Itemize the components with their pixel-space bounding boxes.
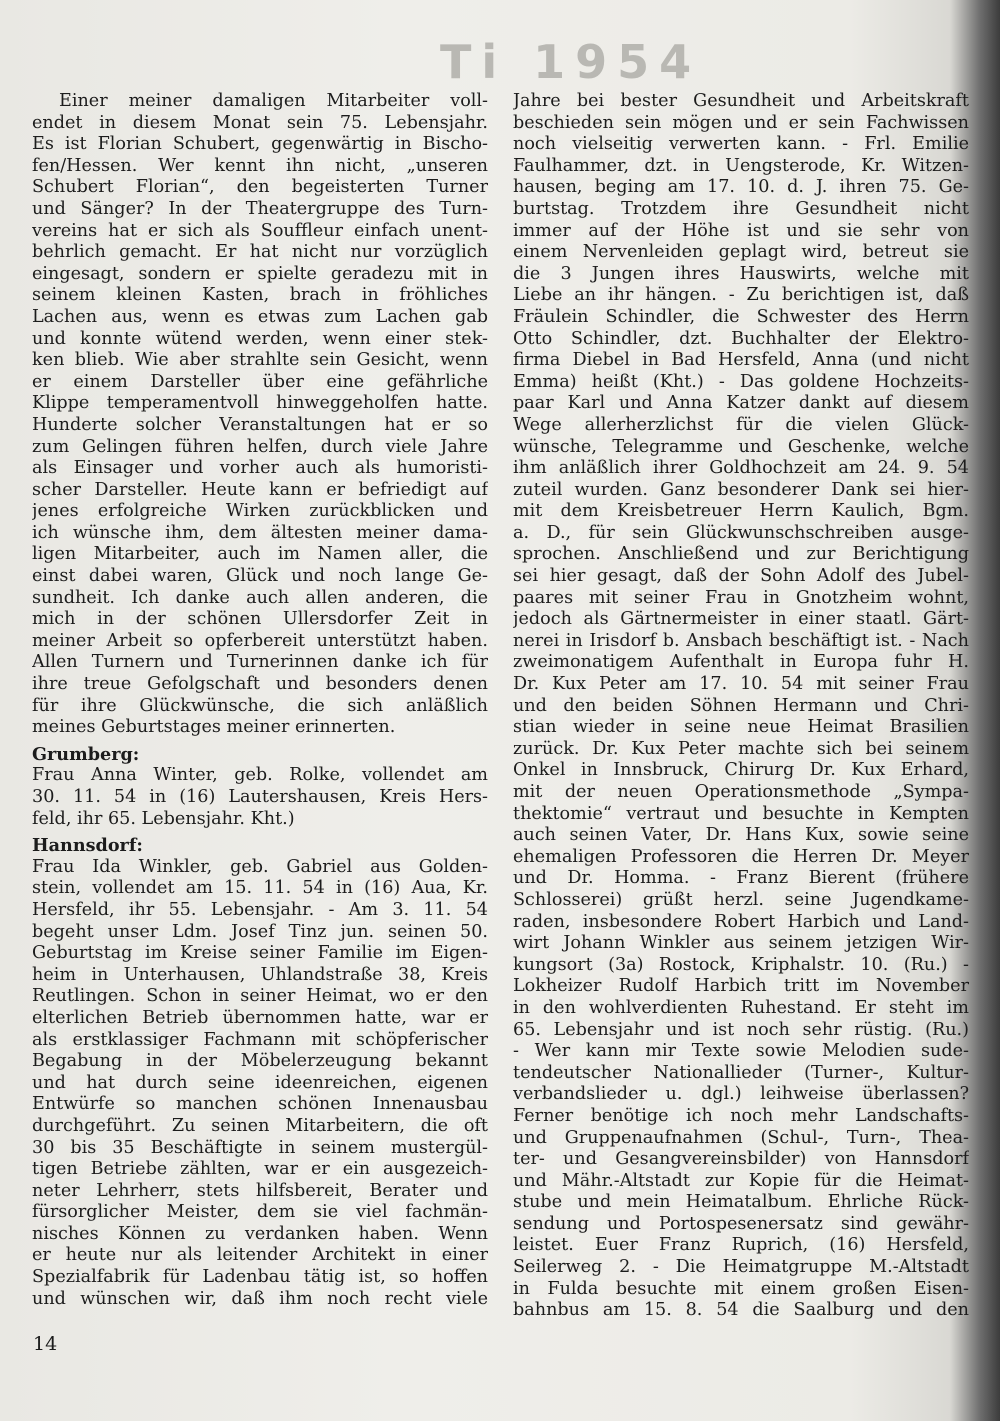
text-line: raden, insbesondere Robert Harbich und Land-: [513, 911, 969, 932]
text-line: zweimonatigem Aufenthalt in Europa fuhr H.: [513, 652, 969, 673]
section-heading: Grumberg:: [32, 743, 140, 765]
text-line: jedoch als Gärtnermeister in einer staatl. Gärt-: [513, 609, 969, 630]
text-line: auch seinen Vater, Dr. Hans Kux, sowie seine: [513, 825, 969, 846]
text-line: Seilerweg 2. - Die Heimatgruppe M.-Altstadt: [513, 1257, 969, 1278]
text-line: wünsche, Telegramme und Geschenke, welche: [513, 436, 969, 457]
text-line: 30. 11. 54 in (16) Lautershausen, Kreis Hers-: [32, 787, 488, 807]
text-line: Schubert Florian“, den begeisterten Turner: [32, 177, 488, 198]
text-line: Wege allerherzlichst für die vielen Glück-: [513, 414, 969, 435]
section-heading: Hannsdorf:: [32, 835, 143, 857]
text-line: einst dabei waren, Glück und noch lange Ge-: [32, 566, 488, 587]
text-line: a. D., für sein Glückwunschschreiben ausge-: [513, 522, 969, 543]
text-line: sei hier gesagt, daß der Sohn Adolf des Jubel-: [513, 566, 969, 587]
text-line: durchgeführt. Zu seinen Mitarbeitern, die oft: [32, 1115, 488, 1136]
text-line: feld, ihr 65. Lebensjahr. Kht.): [32, 808, 295, 829]
text-line: und Gruppenaufnahmen (Schul-, Turn-, Thea-: [513, 1127, 969, 1148]
text-line: vereins hat er sich als Souffleur einfach unent-: [32, 220, 488, 241]
text-line: Frau Anna Winter, geb. Rolke, vollendet am: [32, 765, 488, 786]
text-line: sundheit. Ich danke auch allen anderen, die: [32, 587, 488, 608]
text-line: stian wieder in seine neue Heimat Brasilien: [513, 717, 969, 738]
text-line: paares mit seiner Frau in Gnotzheim wohnt,: [513, 587, 969, 608]
text-line: meines Geburtstages meiner erinnerten.: [32, 717, 396, 738]
archive-stamp: Ti 1954: [440, 35, 702, 89]
text-line: als Einsager und vorher auch als humoristi-: [32, 458, 488, 479]
text-line: Hersfeld, ihr 55. Lebensjahr. - Am 3. 11. 54: [32, 899, 488, 920]
text-line: nisches Können zu verdanken haben. Wenn: [32, 1223, 488, 1244]
text-line: wirt Johann Winkler aus seinem jetzigen Wir-: [513, 933, 969, 954]
text-line: ken blieb. Wie aber strahlte sein Gesicht, wenn: [32, 350, 488, 371]
text-line: Frau Ida Winkler, geb. Gabriel aus Golden-: [32, 856, 488, 877]
text-line: und konnte wütend werden, wenn einer stek-: [32, 328, 488, 349]
text-line: beschieden sein mögen und er sein Fachwissen: [513, 112, 969, 133]
right-column: [513, 91, 969, 1322]
left-column: [32, 91, 488, 1310]
text-line: ihm anläßlich ihrer Goldhochzeit am 24. 9. 54: [513, 458, 969, 479]
text-line: einem Nervenleiden geplagt wird, betreut sie: [513, 242, 969, 263]
text-line: und Sänger? In der Theatergruppe des Turn-: [32, 198, 488, 219]
text-line: sendung und Portospesenersatz sind gewähr-: [513, 1213, 969, 1234]
text-line: tendeutscher Nationallieder (Turner-, Kultur-: [513, 1062, 969, 1083]
text-line: Geburtstag im Kreise seiner Familie im Eigen-: [32, 943, 488, 964]
text-line: fen/Hessen. Wer kennt ihn nicht, „unseren: [32, 155, 488, 176]
text-line: ich wünsche ihm, dem ältesten meiner dama-: [32, 522, 488, 543]
text-line: mit dem Kreisbetreuer Herrn Kaulich, Bgm.: [513, 501, 969, 522]
text-line: - Wer kann mir Texte sowie Melodien sude-: [513, 1041, 969, 1062]
text-line: leistet. Euer Franz Ruprich, (16) Hersfeld,: [513, 1235, 969, 1256]
text-line: Onkel in Innsbruck, Chirurg Dr. Kux Erhard,: [513, 760, 969, 781]
text-line: Spezialfabrik für Ladenbau tätig ist, so hoffen: [32, 1267, 488, 1288]
text-line: nerei in Irisdorf b. Ansbach beschäftigt ist. - Nach: [513, 630, 969, 651]
text-line: paar Karl und Anna Katzer dankt auf diesem: [513, 393, 969, 414]
text-line: die 3 Jungen ihres Hauswirts, welche mit: [513, 263, 969, 284]
text-line: fürsorglicher Meister, dem sie viel fachmän-: [32, 1202, 488, 1223]
text-line: elterlichen Betrieb übernommen hatte, war er: [32, 1007, 488, 1028]
text-line: jenes erfolgreiche Wirken zurückblicken und: [32, 501, 488, 522]
text-line: Entwürfe so manchen schönen Innenausbau: [32, 1094, 488, 1115]
text-line: Klippe temperamentvoll hinweggeholfen hatte.: [32, 393, 488, 414]
text-line: Jahre bei bester Gesundheit und Arbeitskraft: [513, 91, 969, 111]
text-line: in Fulda besuchte mit einem großen Eisen-: [513, 1278, 969, 1299]
text-line: Ferner benötige ich noch mehr Landschafts-: [513, 1105, 969, 1126]
text-line: eingesagt, sondern er spielte geradezu mit in: [32, 263, 488, 284]
text-line: Faulhammer, dzt. in Uengsterode, Kr. Witzen-: [513, 155, 969, 176]
text-line: meiner Arbeit so opferbereit unterstützt haben.: [32, 630, 488, 651]
text-line: behrlich gemacht. Er hat nicht nur vorzüglich: [32, 242, 488, 263]
text-line: 65. Lebensjahr und ist noch sehr rüstig. (Ru.): [513, 1019, 969, 1040]
text-line: Hunderte solcher Veranstaltungen hat er so: [32, 414, 488, 435]
text-line: und hat durch seine ideenreichen, eigenen: [32, 1072, 488, 1093]
text-line: kungsort (3a) Rostock, Kriphalstr. 10. (Ru.) -: [513, 954, 969, 975]
text-line: noch vielseitig verwerten kann. - Frl. Emilie: [513, 134, 969, 155]
text-line: und Mähr.-Altstadt zur Kopie für die Heimat-: [513, 1170, 969, 1191]
text-line: ehemaligen Professoren die Herren Dr. Meyer: [513, 846, 969, 867]
text-line: Es ist Florian Schubert, gegenwärtig in Bischo-: [32, 134, 488, 155]
text-line: er einem Darsteller über eine gefährliche: [32, 371, 488, 392]
text-line: Fräulein Schindler, die Schwester des Herrn: [513, 306, 969, 327]
text-line: Emma) heißt (Kht.) - Das goldene Hochzeits-: [513, 371, 969, 392]
text-line: heim in Unterhausen, Uhlandstraße 38, Kreis: [32, 964, 488, 985]
text-line: in den wohlverdienten Ruhestand. Er steht im: [513, 997, 969, 1018]
text-line: Otto Schindler, dzt. Buchhalter der Elektro-: [513, 328, 969, 349]
text-line: bahnbus am 15. 8. 54 die Saalburg und den: [513, 1300, 969, 1321]
text-line: Dr. Kux Peter am 17. 10. 54 mit seiner Frau: [513, 674, 969, 695]
text-line: sprochen. Anschließend und zur Berichtigung: [513, 544, 969, 565]
text-line: seinem kleinen Kasten, brach in fröhliches: [32, 285, 488, 306]
text-line: hausen, beging am 17. 10. d. J. ihren 75. Ge-: [513, 177, 969, 198]
text-line: und Dr. Homma. - Franz Bierent (frühere: [513, 868, 969, 889]
text-line: zurück. Dr. Kux Peter machte sich bei seinem: [513, 738, 969, 759]
text-line: Liebe an ihr hängen. - Zu berichtigen ist, daß: [513, 285, 969, 306]
text-line: scher Darsteller. Heute kann er befriedigt auf: [32, 479, 488, 500]
text-line: Begabung in der Möbelerzeugung bekannt: [32, 1051, 488, 1072]
text-line: und wünschen wir, daß ihm noch recht viele: [32, 1288, 488, 1309]
text-line: begeht unser Ldm. Josef Tinz jun. seinen 50.: [32, 921, 488, 942]
text-line: thektomie“ vertraut und besuchte in Kempten: [513, 803, 969, 824]
text-line: verbandslieder u. dgl.) leihweise überlassen?: [513, 1084, 969, 1105]
text-line: Allen Turnern und Turnerinnen danke ich für: [32, 652, 488, 673]
text-line: ter- und Gesangvereinsbilder) von Hannsdorf: [513, 1149, 969, 1170]
text-line: und den beiden Söhnen Hermann und Chri-: [513, 695, 969, 716]
text-line: zum Gelingen führen helfen, durch viele Jahre: [32, 436, 488, 457]
text-line: firma Diebel in Bad Hersfeld, Anna (und nicht: [513, 350, 969, 371]
text-line: stein, vollendet am 15. 11. 54 in (16) Aua, Kr.: [32, 878, 488, 899]
text-line: immer auf der Höhe ist und sie sehr von: [513, 220, 969, 241]
page-number: 14: [33, 1333, 58, 1355]
text-line: stube und mein Heimatalbum. Ehrliche Rück-: [513, 1192, 969, 1213]
text-line: als erstklassiger Fachmann mit schöpferischer: [32, 1029, 488, 1050]
text-line: ihre treue Gefolgschaft und besonders denen: [32, 674, 488, 695]
text-line: mit der neuen Operationsmethode „Sympa-: [513, 782, 969, 802]
text-line: zuteil wurden. Ganz besonderer Dank sei hier-: [513, 479, 969, 500]
text-line: 30 bis 35 Beschäftigte in seinem mustergül-: [32, 1137, 488, 1158]
text-line: neter Lehrherr, stets hilfsbereit, Berater und: [32, 1180, 488, 1201]
text-line: Schlosserei) grüßt herzl. seine Jugendkame-: [513, 889, 969, 910]
text-line: er heute nur als leitender Architekt in einer: [32, 1245, 488, 1266]
text-line: endet in diesem Monat sein 75. Lebensjahr.: [32, 112, 488, 133]
text-line: tigen Betriebe zählten, war er ein ausgezeich-: [32, 1159, 488, 1180]
text-line: Einer meiner damaligen Mitarbeiter voll-: [59, 91, 488, 111]
text-line: mich in der schönen Ullersdorfer Zeit in: [32, 609, 488, 630]
text-line: Lachen aus, wenn es etwas zum Lachen gab: [32, 306, 488, 327]
text-line: Lokheizer Rudolf Harbich tritt im November: [513, 976, 969, 997]
text-line: Reutlingen. Schon in seiner Heimat, wo er den: [32, 986, 488, 1007]
text-line: ligen Mitarbeiter, auch im Namen aller, die: [32, 544, 488, 565]
text-line: für ihre Glückwünsche, die sich anläßlich: [32, 695, 488, 716]
text-line: burtstag. Trotzdem ihre Gesundheit nicht: [513, 198, 969, 219]
